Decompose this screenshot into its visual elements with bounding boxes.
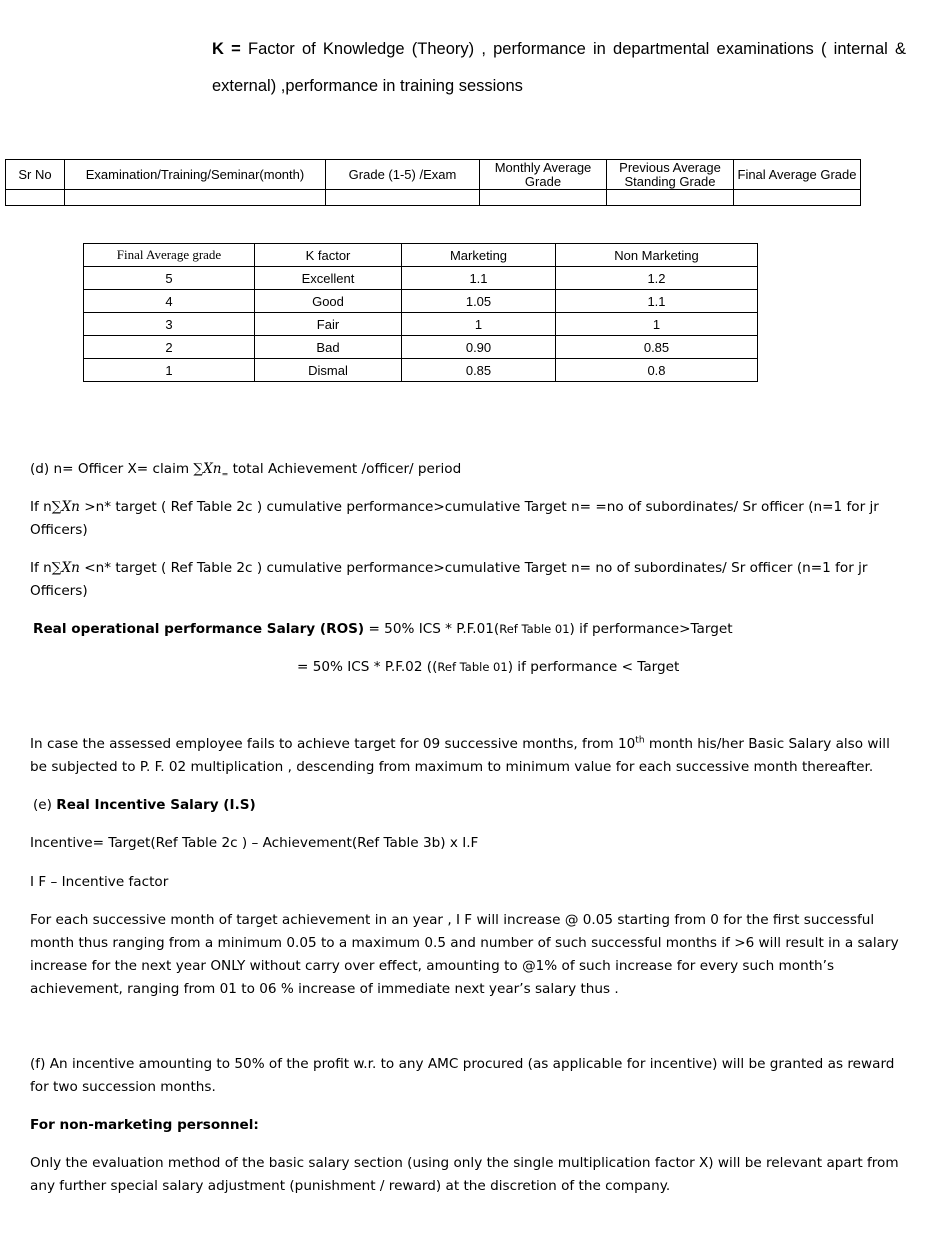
text-span: month his/her Basic Salary also will be subjected to P. F. 02 multiplication , descending from maximum to minimum value for each successive month thereafter. xyxy=(30,736,890,775)
text-span: ) if performance < Target xyxy=(507,659,680,675)
table-cell: Dismal xyxy=(255,359,402,382)
table-cell: 2 xyxy=(84,336,255,359)
text-span: If n xyxy=(30,560,52,576)
text-span: = 50% ICS * P.F.01( xyxy=(364,621,500,637)
sigma-symbol: ∑Xn xyxy=(193,461,222,477)
non-marketing-heading: For non-marketing personnel: xyxy=(30,1117,259,1133)
section-d-condition-above xyxy=(30,496,910,542)
ref-text: Ref Table 01 xyxy=(499,622,570,636)
table-cell: 0.85 xyxy=(556,336,758,359)
sigma-symbol: ∑Xn xyxy=(51,499,80,515)
header-cell: Final Average Grade xyxy=(734,160,861,190)
text-span: = 50% ICS * P.F.02 (( xyxy=(297,659,438,675)
table-row xyxy=(84,290,758,313)
incentive-formula: Incentive= Target(Ref Table 2c ) – Achievement(Ref Table 3b) x I.F xyxy=(30,835,479,851)
k-table-header-row xyxy=(84,244,758,267)
header-cell: Final Average grade xyxy=(84,244,255,267)
header-cell: Examination/Training/Seminar(month) xyxy=(65,160,326,190)
table-cell: 1 xyxy=(402,313,556,336)
table-row xyxy=(84,313,758,336)
table-cell xyxy=(734,190,861,206)
ref-text: Ref Table 01 xyxy=(437,660,508,674)
header-cell: Previous Average Standing Grade xyxy=(607,160,734,190)
table-cell: 1 xyxy=(84,359,255,382)
table-cell: Good xyxy=(255,290,402,313)
subscript: = xyxy=(221,469,229,479)
table-cell: 4 xyxy=(84,290,255,313)
table-cell: 1.05 xyxy=(402,290,556,313)
table-cell: 1 xyxy=(556,313,758,336)
k-symbol: K = xyxy=(212,40,241,58)
sigma-symbol: ∑Xn xyxy=(51,560,80,576)
table-row xyxy=(84,267,758,290)
table-cell: Bad xyxy=(255,336,402,359)
incentive-factor-definition: I F – Incentive factor xyxy=(30,874,169,890)
table-cell xyxy=(607,190,734,206)
header-cell: Marketing xyxy=(402,244,556,267)
table-cell: Excellent xyxy=(255,267,402,290)
table-cell: 0.85 xyxy=(402,359,556,382)
table-cell: 1.1 xyxy=(556,290,758,313)
section-label: (e) xyxy=(33,797,57,813)
section-f-paragraph: (f) An incentive amounting to 50% of the profit w.r. to any AMC procured (as applicable for incentive) will be granted as reward for two succession months. xyxy=(30,1056,895,1095)
table-cell xyxy=(480,190,607,206)
failure-paragraph xyxy=(30,733,910,779)
non-marketing-paragraph: Only the evaluation method of the basic salary section (using only the single multiplication factor X) will be relevant apart from any further special salary adjustment (punishment / reward) at the discretion of the company. xyxy=(30,1155,899,1194)
table-row xyxy=(84,336,758,359)
ros-formula xyxy=(33,618,913,641)
k-definition xyxy=(212,31,906,105)
text-span: <n* target ( Ref Table 2c ) cumulative performance>cumulative Target n= no of subordinates/ Sr officer (n=1 for jr Officers) xyxy=(30,560,868,599)
ros-title: Real operational performance Salary (ROS) xyxy=(33,621,365,637)
incentive-factor-paragraph: For each successive month of target achievement in an year , I F will increase @ 0.05 starting from 0 for the first successful month thus ranging from a minimum 0.05 to a maximum 0.5 and number of such successful months if >6 will result in a salary increase for the next year ONLY without carry over effect, amounting to @1% of such increase for every such month’s achievement, ranging from 01 to 06 % increase of immediate next year’s salary thus . xyxy=(30,912,899,997)
text-span: total Achievement /officer/ period xyxy=(228,461,462,477)
section-d-condition-below xyxy=(30,557,910,603)
exam-table-header-row xyxy=(6,160,861,190)
k-factor-table xyxy=(83,243,758,382)
header-cell: Sr No xyxy=(6,160,65,190)
text-span: >n* target ( Ref Table 2c ) cumulative performance>cumulative Target n= =no of subordinates/ Sr officer (n=1 for jr Officers) xyxy=(30,499,879,538)
table-cell: 0.8 xyxy=(556,359,758,382)
table-cell: 0.90 xyxy=(402,336,556,359)
table-cell xyxy=(326,190,480,206)
section-d-definition xyxy=(30,458,910,486)
table-cell: 5 xyxy=(84,267,255,290)
superscript: th xyxy=(635,735,645,746)
text-span: (d) n= Officer X= claim xyxy=(30,461,194,477)
table-cell: 1.1 xyxy=(402,267,556,290)
header-cell: Grade (1-5) /Exam xyxy=(326,160,480,190)
table-cell: 1.2 xyxy=(556,267,758,290)
ros-formula-alt xyxy=(297,656,897,679)
section-title: Real Incentive Salary (I.S) xyxy=(56,797,256,813)
text-span: ) if performance>Target xyxy=(569,621,733,637)
header-cell: Monthly Average Grade xyxy=(480,160,607,190)
table-cell xyxy=(6,190,65,206)
table-cell: Fair xyxy=(255,313,402,336)
k-definition-text: Factor of Knowledge (Theory) , performance in departmental examinations ( internal & external) ,performance in training sessions xyxy=(212,40,906,95)
table-cell xyxy=(65,190,326,206)
header-cell: K factor xyxy=(255,244,402,267)
table-cell: 3 xyxy=(84,313,255,336)
table-row xyxy=(84,359,758,382)
text-span: In case the assessed employee fails to achieve target for 09 successive months, from 10 xyxy=(30,736,636,752)
header-cell: Non Marketing xyxy=(556,244,758,267)
section-e-heading xyxy=(33,794,913,817)
text-span: If n xyxy=(30,499,52,515)
exam-grade-table xyxy=(5,159,861,206)
table-row xyxy=(6,190,861,206)
